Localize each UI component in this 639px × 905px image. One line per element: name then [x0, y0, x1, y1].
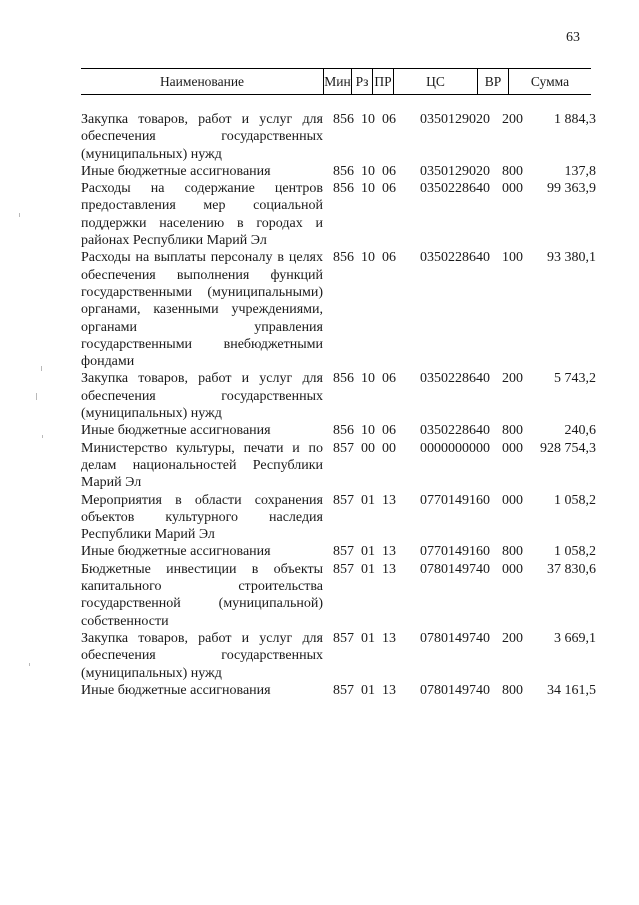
row-cs: 0770149160	[420, 544, 490, 560]
row-rz: 10	[361, 371, 375, 387]
table-row	[81, 630, 596, 682]
row-rz: 10	[361, 181, 375, 197]
row-sum: 93 380,1	[547, 250, 596, 266]
row-pr: 13	[382, 682, 396, 698]
row-sum: 99 363,9	[547, 181, 596, 197]
row-rz: 10	[361, 163, 375, 179]
row-min: 856	[333, 423, 354, 439]
row-rz: 01	[361, 544, 375, 560]
row-cs: 0780149740	[420, 682, 490, 698]
row-name: Мероприятия в области сохранения объектов культурного наследия Республики Марий Эл	[81, 492, 323, 543]
row-sum: 34 161,5	[547, 682, 596, 698]
row-sum: 1 884,3	[554, 112, 596, 127]
row-cs: 0000000000	[420, 440, 490, 456]
row-vr: 000	[502, 181, 523, 197]
row-rz: 00	[361, 440, 375, 456]
row-name: Министерство культуры, печати и по делам национальностей Республики Марий Эл	[81, 440, 323, 491]
row-name: Расходы на содержание центров предоставления мер социальной поддержки населению в городах и районах Республики Марий Эл	[81, 181, 323, 249]
table-row	[81, 111, 596, 163]
row-pr: 13	[382, 561, 396, 577]
row-cs: 0780149740	[420, 561, 490, 577]
table-row	[81, 682, 596, 699]
table-body	[81, 111, 596, 699]
row-name: Расходы на выплаты персоналу в целях обеспечения выполнения функций государственными (муниципальными) органами, казенными учреждениями, органами управления государственными внебюджетными фондами	[81, 250, 323, 370]
table-row	[81, 180, 596, 249]
row-rz: 10	[361, 250, 375, 266]
row-sum: 5 743,2	[554, 371, 596, 387]
row-name: Иные бюджетные ассигнования	[81, 423, 271, 439]
row-min: 856	[333, 250, 354, 266]
row-name: Иные бюджетные ассигнования	[81, 682, 271, 698]
table-row	[81, 422, 596, 439]
row-min: 856	[333, 112, 354, 127]
row-vr: 000	[502, 440, 523, 456]
header-pr: ПР	[372, 69, 393, 94]
row-name: Иные бюджетные ассигнования	[81, 163, 271, 179]
row-pr: 00	[382, 440, 396, 456]
row-vr: 200	[502, 630, 523, 646]
row-vr: 000	[502, 492, 523, 508]
table-row	[81, 249, 596, 370]
row-rz: 10	[361, 423, 375, 439]
row-pr: 13	[382, 492, 396, 508]
header-vr: ВР	[477, 69, 508, 94]
scan-speck	[19, 213, 20, 217]
row-vr: 800	[502, 163, 523, 179]
row-min: 857	[333, 440, 354, 456]
header-min: Мин	[323, 69, 351, 94]
row-vr: 100	[502, 250, 523, 266]
row-sum: 1 058,2	[554, 492, 596, 508]
row-sum: 3 669,1	[554, 630, 596, 646]
row-name: Иные бюджетные ассигнования	[81, 544, 271, 560]
scan-speck	[41, 366, 42, 371]
row-pr: 06	[382, 181, 396, 197]
page-number: 63	[566, 30, 580, 45]
row-pr: 06	[382, 371, 396, 387]
row-sum: 1 058,2	[554, 544, 596, 560]
row-vr: 200	[502, 371, 523, 387]
row-cs: 0350129020	[420, 112, 490, 127]
row-rz: 01	[361, 682, 375, 698]
row-vr: 000	[502, 561, 523, 577]
table-row	[81, 370, 596, 422]
row-sum: 928 754,3	[540, 440, 596, 456]
row-vr: 800	[502, 682, 523, 698]
header-sum: Сумма	[508, 69, 591, 94]
row-pr: 06	[382, 112, 396, 127]
row-sum: 37 830,6	[547, 561, 596, 577]
row-pr: 06	[382, 250, 396, 266]
table-row	[81, 561, 596, 630]
row-name: Закупка товаров, работ и услуг для обеспечения государственных (муниципальных) нужд	[81, 371, 323, 422]
row-sum: 137,8	[564, 163, 596, 179]
row-min: 857	[333, 682, 354, 698]
row-rz: 10	[361, 112, 375, 127]
row-name: Закупка товаров, работ и услуг для обеспечения государственных (муниципальных) нужд	[81, 112, 323, 162]
row-cs: 0780149740	[420, 630, 490, 646]
table-row	[81, 440, 596, 492]
row-min: 857	[333, 561, 354, 577]
row-vr: 800	[502, 544, 523, 560]
row-pr: 13	[382, 544, 396, 560]
row-min: 856	[333, 163, 354, 179]
row-sum: 240,6	[564, 423, 596, 439]
row-cs: 0350228640	[420, 423, 490, 439]
row-cs: 0350228640	[420, 250, 490, 266]
row-min: 857	[333, 492, 354, 508]
row-name: Бюджетные инвестиции в объекты капитального строительства государственной (муниципальной) собственности	[81, 561, 323, 629]
row-min: 857	[333, 544, 354, 560]
row-pr: 06	[382, 163, 396, 179]
table-header	[81, 68, 591, 95]
header-cs: ЦС	[393, 69, 477, 94]
row-pr: 06	[382, 423, 396, 439]
table-row	[81, 543, 596, 560]
row-vr: 200	[502, 112, 523, 127]
scan-speck	[42, 435, 43, 438]
row-min: 856	[333, 181, 354, 197]
row-pr: 13	[382, 630, 396, 646]
scan-speck	[29, 663, 30, 666]
row-cs: 0350228640	[420, 371, 490, 387]
row-vr: 800	[502, 423, 523, 439]
row-name: Закупка товаров, работ и услуг для обеспечения государственных (муниципальных) нужд	[81, 630, 323, 681]
row-min: 857	[333, 630, 354, 646]
row-rz: 01	[361, 492, 375, 508]
scan-speck	[36, 393, 37, 400]
row-min: 856	[333, 371, 354, 387]
row-cs: 0350228640	[420, 181, 490, 197]
table-row	[81, 492, 596, 544]
row-rz: 01	[361, 561, 375, 577]
header-rz: Рз	[351, 69, 372, 94]
row-rz: 01	[361, 630, 375, 646]
row-cs: 0770149160	[420, 492, 490, 508]
table-row	[81, 163, 596, 180]
row-cs: 0350129020	[420, 163, 490, 179]
header-name: Наименование	[159, 74, 245, 89]
